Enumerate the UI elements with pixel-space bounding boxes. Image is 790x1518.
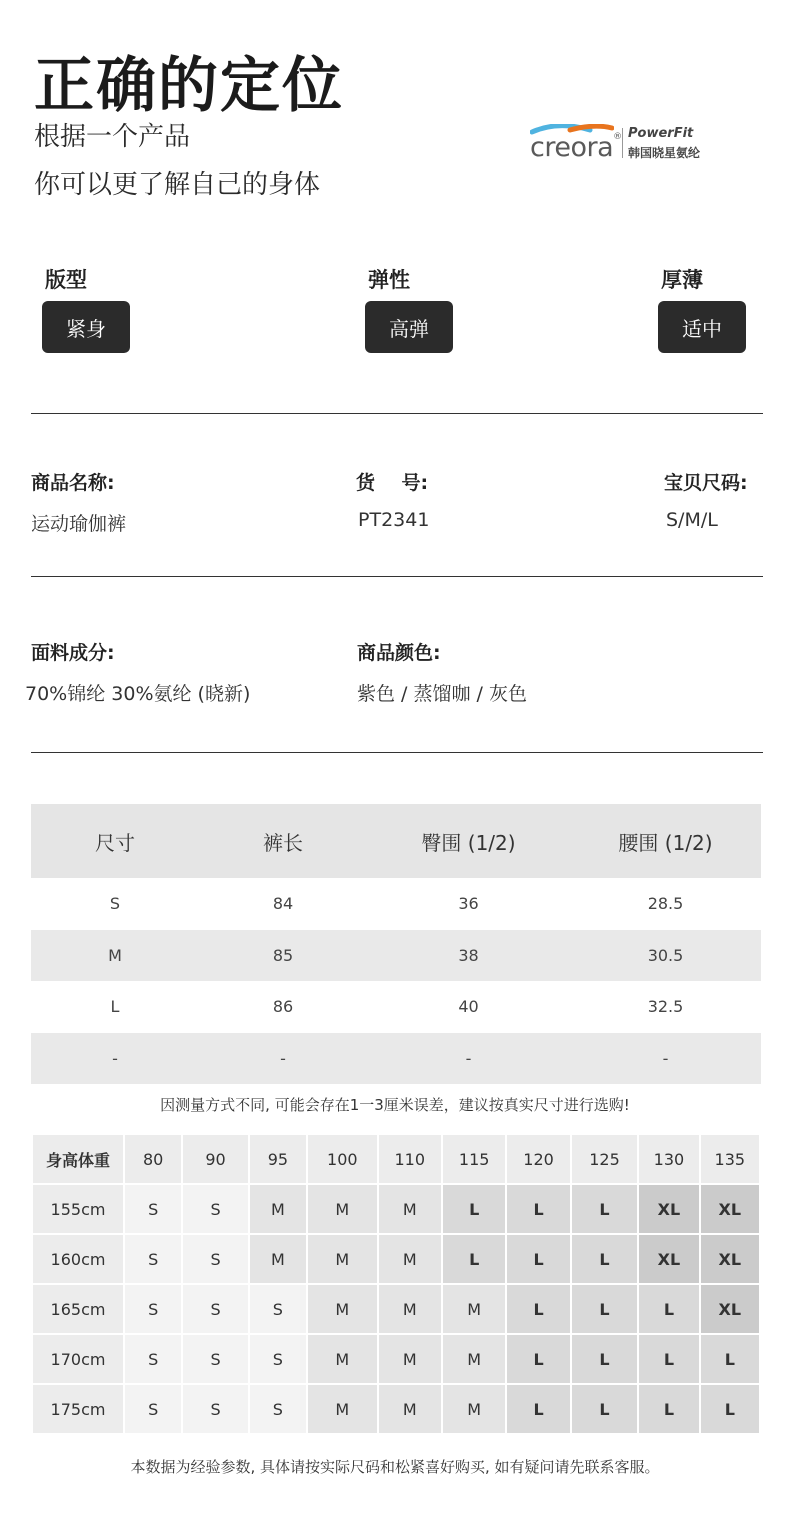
hw-size-cell: M (308, 1285, 377, 1333)
hw-size-cell: XL (701, 1285, 759, 1333)
hw-size-cell: S (125, 1285, 181, 1333)
table-cell: 32.5 (647, 997, 684, 1017)
attr-elasticity-label: 弹性 (368, 268, 410, 292)
subtitle-line-2: 你可以更了解自己的身体 (34, 170, 321, 200)
table-row (33, 1185, 759, 1233)
hw-size-cell: S (183, 1335, 247, 1383)
hw-height-label: 165cm (33, 1285, 123, 1333)
table-cell: - (367, 1033, 570, 1085)
attr-thickness-label: 厚薄 (661, 268, 703, 292)
hw-size-cell: L (443, 1235, 505, 1283)
creora-logo (530, 124, 730, 164)
table-cell: - (570, 1033, 761, 1085)
table-cell: S (109, 894, 121, 914)
hw-size-cell: M (443, 1335, 505, 1383)
info-sku (356, 468, 429, 531)
info-size-value: S/M/L (666, 509, 718, 531)
hw-weight-header: 110 (379, 1135, 441, 1183)
hw-size-cell: L (572, 1385, 637, 1433)
hw-size-cell: L (507, 1335, 569, 1383)
hw-size-cell: M (379, 1385, 441, 1433)
hw-size-cell: M (379, 1285, 441, 1333)
hw-weight-header: 100 (308, 1135, 377, 1183)
logo-product: PowerFit (628, 126, 694, 141)
table-cell: 84 (272, 894, 294, 914)
hw-size-cell: M (308, 1335, 377, 1383)
size-table-header (31, 804, 761, 878)
hw-size-cell: L (507, 1385, 569, 1433)
hw-size-cell: S (125, 1235, 181, 1283)
hw-size-cell: S (250, 1385, 306, 1433)
info-fabric-value: 70%锦纶 30%氨纶 (晓新) (25, 683, 251, 705)
info-color-value: 紫色 / 蒸馏咖 / 灰色 (357, 683, 527, 705)
table-row (33, 1285, 759, 1333)
hw-size-cell: S (183, 1235, 247, 1283)
hw-size-cell: L (572, 1335, 637, 1383)
hw-size-cell: L (701, 1385, 759, 1433)
info-size-label: 宝贝尺码: (664, 472, 748, 494)
hw-size-cell: L (507, 1285, 569, 1333)
hw-size-cell: S (250, 1335, 306, 1383)
logo-brand: creora® (530, 132, 622, 163)
attr-elasticity (368, 264, 429, 341)
table-row (31, 930, 761, 982)
hw-size-cell: M (379, 1335, 441, 1383)
info-sku-value: PT2341 (358, 509, 430, 531)
hw-size-cell: S (183, 1285, 247, 1333)
logo-divider (622, 128, 623, 158)
height-weight-table (31, 1133, 761, 1435)
size-table (31, 804, 761, 1084)
attr-fit-label: 版型 (45, 268, 87, 292)
info-name (31, 468, 126, 536)
hw-size-cell: S (125, 1185, 181, 1233)
info-fabric (25, 638, 251, 706)
table-cell: L (110, 997, 120, 1017)
page-title: 正确的定位 (34, 51, 344, 121)
attr-elasticity-value: 高弹 (365, 301, 453, 353)
hw-size-cell: M (308, 1385, 377, 1433)
hw-size-cell: S (250, 1285, 306, 1333)
info-size (664, 468, 748, 531)
hw-size-cell: M (308, 1185, 377, 1233)
measure-note: 因测量方式不同, 可能会存在1一3厘米误差，建议按真实尺寸进行选购! (160, 1096, 630, 1114)
length-col-header: 裤长 (199, 804, 367, 878)
hw-weight-header: 120 (507, 1135, 569, 1183)
table-row (33, 1385, 759, 1433)
attr-thickness (661, 264, 722, 341)
table-row (33, 1235, 759, 1283)
hw-size-cell: M (250, 1185, 306, 1233)
hw-header-row (33, 1135, 759, 1183)
attr-fit-value: 紧身 (42, 301, 130, 353)
hw-size-cell: XL (701, 1235, 759, 1283)
hw-size-cell: XL (639, 1185, 698, 1233)
table-cell: 36 (458, 894, 479, 914)
table-row (31, 981, 761, 1033)
hw-size-cell: XL (701, 1185, 759, 1233)
hip-col-header: 臀围 (1/2) (367, 804, 570, 878)
hw-size-cell: L (443, 1185, 505, 1233)
hw-size-cell: M (308, 1235, 377, 1283)
hw-size-cell: S (183, 1385, 247, 1433)
divider-2 (31, 576, 763, 577)
hw-size-cell: L (572, 1185, 637, 1233)
table-cell: 28.5 (647, 894, 684, 914)
hw-weight-header: 125 (572, 1135, 637, 1183)
hw-height-label: 155cm (33, 1185, 123, 1233)
table-row (31, 1033, 761, 1085)
info-color (357, 638, 527, 706)
hw-size-cell: L (639, 1335, 698, 1383)
table-cell: M (31, 930, 199, 982)
hw-size-cell: L (701, 1335, 759, 1383)
hw-size-cell: L (572, 1235, 637, 1283)
hw-size-cell: M (379, 1235, 441, 1283)
hw-weight-header: 115 (443, 1135, 505, 1183)
hw-corner-label: 身高体重 (33, 1135, 123, 1183)
divider-1 (31, 413, 763, 414)
table-cell: 86 (272, 997, 294, 1017)
table-cell: - (31, 1033, 199, 1085)
hw-weight-header: 135 (701, 1135, 759, 1183)
hw-height-label: 175cm (33, 1385, 123, 1433)
table-row (31, 878, 761, 930)
info-name-label: 商品名称: (31, 472, 115, 494)
subtitle-line-1: 根据一个产品 (34, 122, 191, 152)
hw-size-cell: S (183, 1185, 247, 1233)
info-color-label: 商品颜色: (357, 642, 441, 664)
logo-cn-name: 韩国晓星氨纶 (628, 146, 701, 160)
table-cell: 40 (458, 997, 479, 1017)
table-cell: - (199, 1033, 367, 1085)
table-row (33, 1335, 759, 1383)
attr-thickness-value: 适中 (658, 301, 746, 353)
hw-size-cell: M (250, 1235, 306, 1283)
hw-size-cell: S (125, 1385, 181, 1433)
hw-size-cell: L (507, 1185, 569, 1233)
hw-weight-header: 130 (639, 1135, 698, 1183)
table-cell: 38 (367, 930, 570, 982)
bottom-note: 本数据为经验参数, 具体请按实际尺码和松紧喜好购买, 如有疑问请先联系客服。 (130, 1458, 660, 1476)
divider-3 (31, 752, 763, 753)
hw-height-label: 170cm (33, 1335, 123, 1383)
info-name-value: 运动瑜伽裤 (31, 513, 127, 535)
hw-weight-header: 80 (125, 1135, 181, 1183)
hw-size-cell: L (507, 1235, 569, 1283)
hw-size-cell: M (379, 1185, 441, 1233)
hw-size-cell: XL (639, 1235, 698, 1283)
hw-size-cell: M (443, 1285, 505, 1333)
table-cell: 30.5 (570, 930, 761, 982)
size-col-header: 尺寸 (31, 804, 199, 878)
hw-size-cell: L (639, 1385, 698, 1433)
hw-height-label: 160cm (33, 1235, 123, 1283)
info-fabric-label: 面料成分: (31, 642, 115, 664)
hw-size-cell: M (443, 1385, 505, 1433)
hw-size-cell: S (125, 1335, 181, 1383)
info-sku-label: 货 号: (356, 472, 429, 494)
hw-size-cell: L (572, 1285, 637, 1333)
hw-size-cell: L (639, 1285, 698, 1333)
attr-fit (45, 264, 106, 341)
hw-weight-header: 90 (183, 1135, 247, 1183)
hw-weight-header: 95 (250, 1135, 306, 1183)
table-cell: 85 (199, 930, 367, 982)
waist-col-header: 腰围 (1/2) (570, 804, 761, 878)
